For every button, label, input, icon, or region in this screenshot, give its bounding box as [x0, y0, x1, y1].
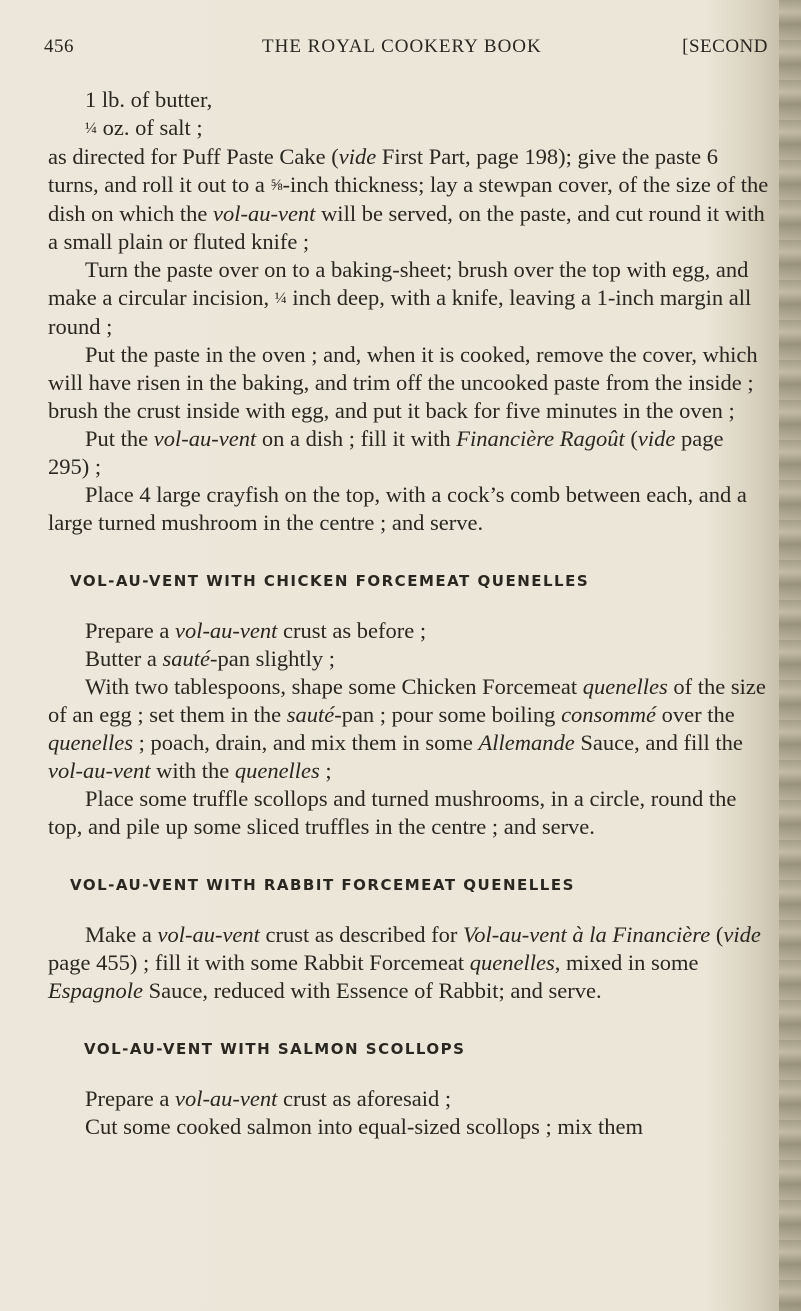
page-header: [44, 36, 774, 76]
recipe-heading: VOL-AU-VENT WITH RABBIT FORCEMEAT QUENELLES: [70, 876, 575, 894]
paragraph: Put the paste in the oven ; and, when it is cooked, remove the cover, which will have risen in the baking, and trim off the uncooked paste from the inside ; brush the crust inside with egg, and put it back for five minutes in the oven ;: [48, 342, 758, 423]
page-content: [48, 86, 770, 1141]
paragraph: Place 4 large crayfish on the top, with a cock’s comb between each, and a large turned mushroom in the centre ; and serve.: [48, 482, 747, 535]
page-edge-shadow: [779, 0, 801, 1311]
section-marker: [SECOND: [682, 36, 768, 57]
paragraph: Turn the paste over on to a baking-sheet; brush over the top with egg, and make a circular incision, ¼ inch deep, with a knife, leaving a 1-inch margin all round ;: [48, 257, 752, 339]
paragraph: Make a vol-au-vent crust as described for Vol-au-vent à la Financière (vide page 455) ; fill it with some Rabbit Forcemeat quenelles, mixed in some Espagnole Sauce, reduced with Essence of Rabbit; and serve.: [48, 922, 761, 1003]
paragraph: Prepare a vol-au-vent crust as aforesaid ;: [85, 1086, 452, 1111]
paragraph: Put the vol-au-vent on a dish ; fill it with Financière Ragoût (vide page 295) ;: [48, 426, 724, 479]
recipe-heading: VOL-AU-VENT WITH SALMON SCOLLOPS: [84, 1040, 466, 1058]
page-number: 456: [44, 36, 74, 57]
paragraph: Prepare a vol-au-vent crust as before ;: [85, 618, 427, 643]
paragraph: Butter a sauté-pan slightly ;: [85, 646, 335, 671]
recipe-heading: VOL-AU-VENT WITH CHICKEN FORCEMEAT QUENELLES: [70, 572, 590, 590]
paragraph: Cut some cooked salmon into equal-sized scollops ; mix them: [85, 1114, 644, 1139]
running-title: THE ROYAL COOKERY BOOK: [262, 36, 542, 57]
ingredient-line: ¼ oz. of salt ;: [85, 115, 203, 140]
paragraph: as directed for Puff Paste Cake (vide First Part, page 198); give the paste 6 turns, and roll it out to a ⅝-inch thickness; lay a stewpan cover, of the size of the dish on which the vol-au-vent will be served, on the paste, and cut round it with a small plain or fluted knife ;: [48, 144, 769, 254]
paragraph: With two tablespoons, shape some Chicken Forcemeat quenelles of the size of an egg ; set them in the sauté-pan ; pour some boiling consommé over the quenelles ; poach, drain, and mix them in some Allemande Sauce, and fill the vol-au-vent with the quenelles ;: [48, 674, 766, 783]
paragraph: Place some truffle scollops and turned mushrooms, in a circle, round the top, and pile up some sliced truffles in the centre ; and serve.: [48, 786, 737, 839]
ingredient-line: 1 lb. of butter,: [85, 87, 213, 112]
